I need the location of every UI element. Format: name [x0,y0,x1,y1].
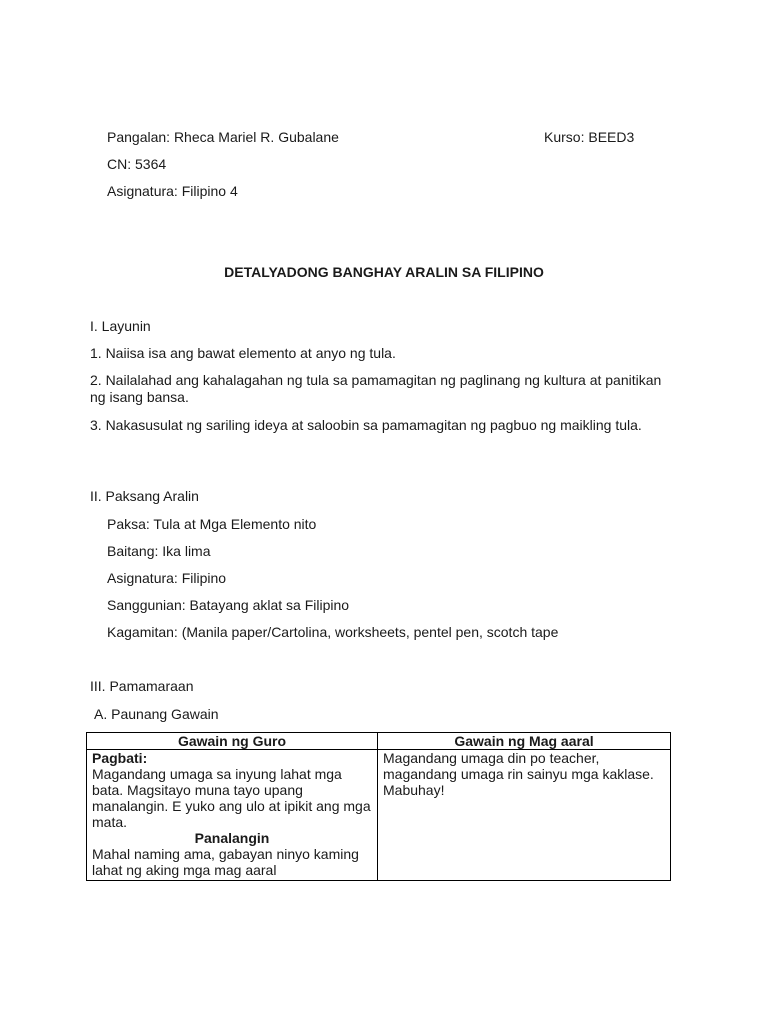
prayer-text: Mahal naming ama, gabayan ninyo kaming lahat ng aking mga mag aaral [92,846,359,878]
cn-number: CN: 5364 [107,156,167,172]
subject-matter-item: Kagamitan: (Manila paper/Cartolina, worksheets, pentel pen, scotch tape [107,624,559,640]
column-header-teacher: Gawain ng Guro [87,733,378,750]
student-response-text: Magandang umaga din po teacher, magandang umaga rin sainyu mga kaklase. Mabuhay! [383,750,654,798]
student-cell [378,750,671,881]
subject-matter-heading: II. Paksang Aralin [90,488,199,504]
objectives-heading: I. Layunin [90,318,151,334]
table-row [87,750,671,881]
procedure-heading: III. Pamamaraan [90,678,194,694]
objective-item: 2. Nailalahad ang kahalagahan ng tula sa pamamagitan ng paglinang ng kultura at panitikan ng isang bansa. [90,372,662,405]
prayer-label: Panalangin [194,830,270,846]
subject-matter-item: Sanggunian: Batayang aklat sa Filipino [107,597,350,613]
subject: Asignatura: Filipino 4 [107,183,238,199]
objective-item: 1. Naiisa isa ang bawat elemento at anyo ng tula. [90,345,396,361]
procedure-subheading: A. Paunang Gawain [94,706,219,722]
subject-matter-item: Paksa: Tula at Mga Elemento nito [107,516,317,532]
teacher-cell [87,750,378,881]
course: Kurso: BEED3 [544,129,635,145]
subject-matter-item: Baitang: Ika lima [107,543,211,559]
column-header-student: Gawain ng Mag aaral [378,733,671,750]
subject-matter-item: Asignatura: Filipino [107,570,227,586]
greeting-text: Magandang umaga sa inyung lahat mga bata. Magsitayo muna tayo upang manalangin. E yuko ang ulo at ipikit ang mga mata. [92,766,371,830]
objective-item: 3. Nakasusulat ng sariling ideya at saloobin sa pamamagitan ng pagbuo ng maikling tula. [90,417,642,433]
table-header-row [87,733,671,750]
document-title: DETALYADONG BANGHAY ARALIN SA FILIPINO [224,264,544,280]
greeting-label: Pagbati: [92,750,148,766]
activity-table [86,732,671,881]
student-name: Pangalan: Rheca Mariel R. Gubalane [107,129,339,145]
